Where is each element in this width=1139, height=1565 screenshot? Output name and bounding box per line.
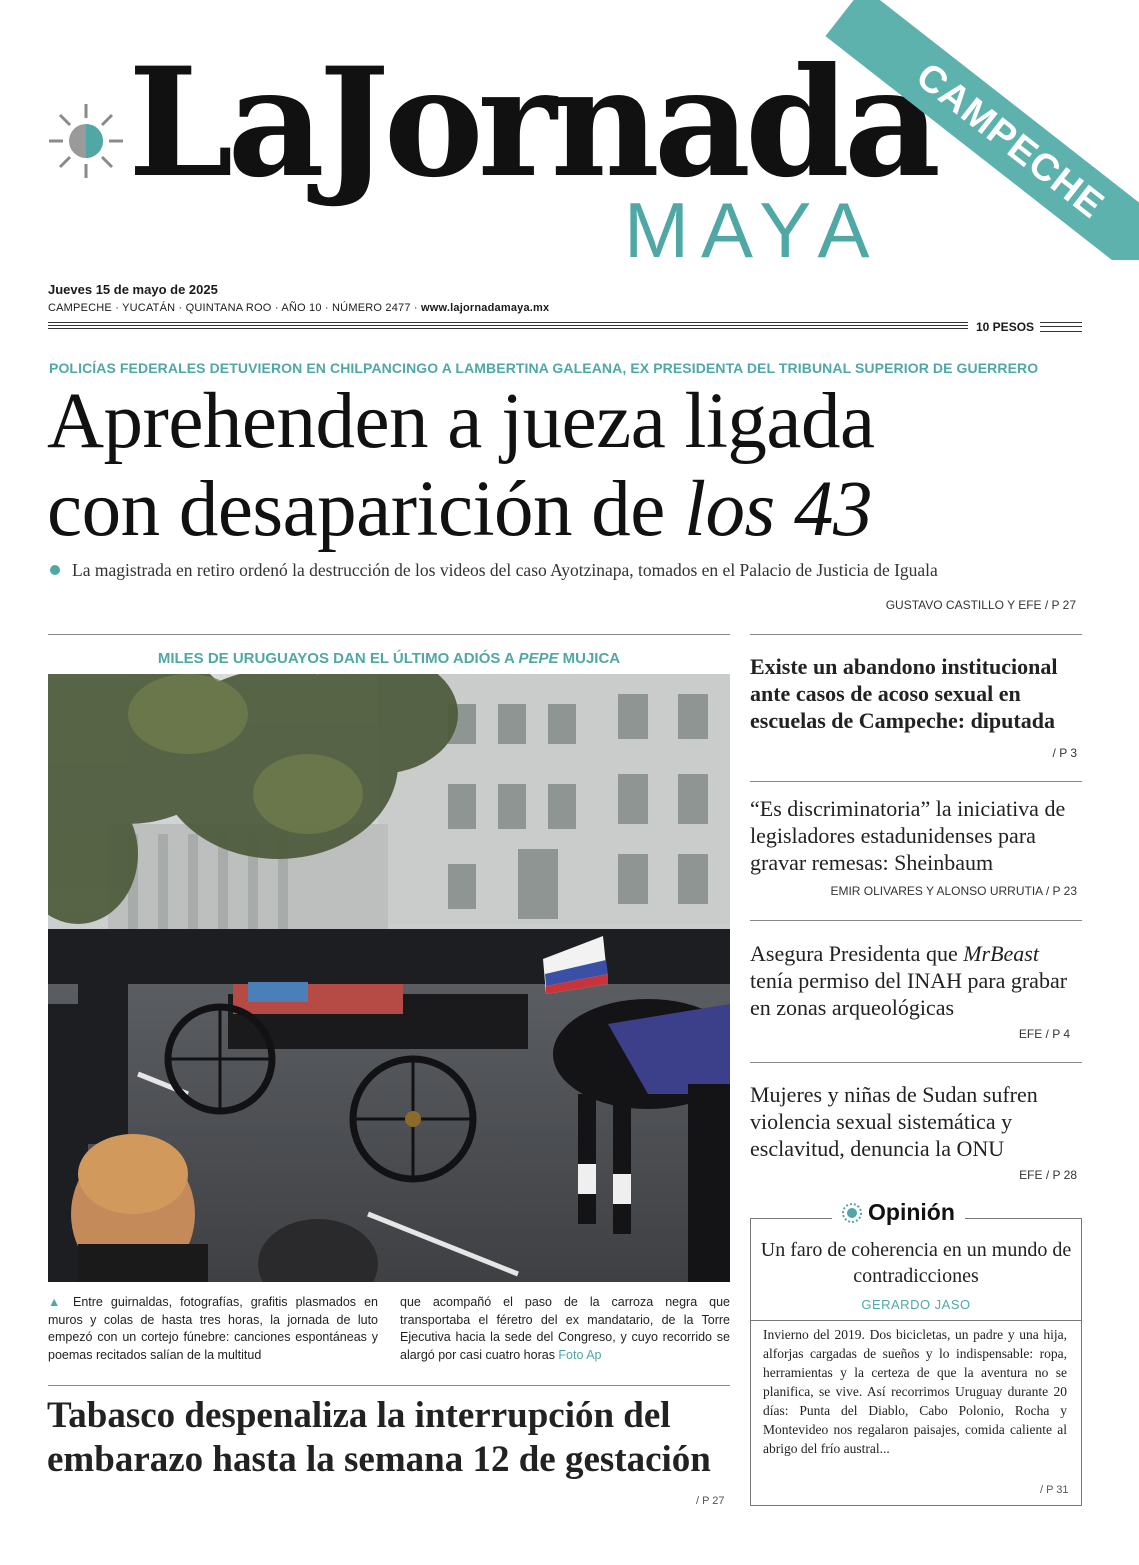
bottom-page-ref: / P 27 bbox=[696, 1495, 725, 1507]
opinion-header bbox=[832, 1199, 965, 1226]
logo-sun-icon bbox=[45, 100, 127, 182]
opinion-rule bbox=[750, 1320, 1082, 1321]
sidebar-story1-title[interactable]: Existe un abandono institucional ante casos de acoso sexual en escuelas de Campeche: diputada bbox=[750, 654, 1058, 733]
masthead-title: LaJornada bbox=[128, 35, 936, 211]
sidebar-rule-1 bbox=[750, 781, 1082, 782]
sidebar-story4-ref: / P 28 bbox=[1042, 1168, 1077, 1182]
sidebar-story3-title-c: tenía permiso del INAH para grabar en zonas arqueológicas bbox=[750, 968, 1068, 1020]
sidebar-top-rule bbox=[750, 634, 1082, 635]
opinion-page-ref: / P 31 bbox=[1040, 1484, 1069, 1496]
edition-ribbon-label: CAMPECHE bbox=[908, 54, 1113, 227]
opinion-body: Invierno del 2019. Dos bicicletas, un padre y una hija, alforjas cargadas de sueños y lo indispensable: ropa, herramientas y la certeza de que la aventura no se planifica, se vive. Así recorrimos Uruguay durante 20 días: Punta del Diablo, Cabo Polonio, Rocha y Montevideo nos regalaron paisajes, comida caliente al abrigo del frío austral... bbox=[763, 1327, 1067, 1456]
issue-meta-line: CAMPECHE · YUCATÁN · QUINTANA ROO · AÑO 10 · NÚMERO 2477 · bbox=[48, 302, 422, 314]
sidebar-story3-ref: / P 4 bbox=[1042, 1027, 1070, 1041]
bottom-headline[interactable]: Tabasco despenaliza la interrupción del embarazo hasta la semana 12 de gestación bbox=[47, 1395, 711, 1480]
caption-triangle-icon: ▲ bbox=[48, 1295, 73, 1309]
sidebar-story2-author: EMIR OLIVARES Y ALONSO URRUTIA bbox=[830, 884, 1043, 898]
sidebar-story3-title-a: Asegura Presidenta que bbox=[750, 941, 964, 966]
bottom-story-rule bbox=[48, 1385, 730, 1386]
sidebar-rule-3 bbox=[750, 1062, 1082, 1063]
issue-price: 10 PESOS bbox=[976, 320, 1035, 334]
photo-top-rule bbox=[48, 634, 730, 635]
sidebar-story1-ref: / P 3 bbox=[1052, 746, 1077, 760]
opinion-header-label: Opinión bbox=[868, 1199, 955, 1225]
sidebar-story3-title-b: MrBeast bbox=[963, 941, 1039, 966]
lead-headline-line2 bbox=[47, 466, 875, 554]
lead-headline[interactable] bbox=[47, 378, 875, 554]
price-rule bbox=[1040, 322, 1082, 332]
sidebar-story3-author: EFE bbox=[1018, 1027, 1043, 1041]
photo-caption-right bbox=[400, 1294, 730, 1364]
lead-headline-line2-b: los 43 bbox=[684, 466, 873, 553]
issue-date: Jueves 15 de mayo de 2025 bbox=[48, 282, 218, 297]
sidebar-rule-2 bbox=[750, 920, 1082, 921]
issue-meta bbox=[48, 302, 549, 314]
lead-dek: La magistrada en retiro ordenó la destrucción de los videos del caso Ayotzinapa, tomados en el Palacio de Justicia de Iguala bbox=[72, 560, 938, 580]
photo-kicker-a: MILES DE URUGUAYOS DAN EL ÚLTIMO ADIÓS A bbox=[157, 650, 519, 667]
photo-kicker bbox=[48, 650, 730, 667]
funeral-procession-photo[interactable] bbox=[48, 674, 730, 1282]
sidebar-story4-byline bbox=[750, 1168, 1077, 1182]
sidebar-story4-title[interactable]: Mujeres y niñas de Sudan sufren violencia sexual sistemática y esclavitud, denuncia la ONU bbox=[750, 1082, 1038, 1161]
sidebar-story2-ref: / P 23 bbox=[1042, 884, 1077, 898]
lead-headline-line1: Aprehenden a jueza ligada bbox=[47, 378, 875, 465]
sidebar-story2-byline bbox=[750, 884, 1077, 898]
masthead-subtitle: MAYA bbox=[624, 186, 882, 274]
lead-kicker: POLICÍAS FEDERALES DETUVIERON EN CHILPANCINGO A LAMBERTINA GALEANA, EX PRESIDENTA DEL TRIBUNAL SUPERIOR DE GUERRERO bbox=[49, 360, 1039, 376]
photo-caption-left bbox=[48, 1294, 378, 1364]
photo-kicker-b: PEPE bbox=[518, 650, 559, 667]
photo-kicker-c: MUJICA bbox=[558, 650, 621, 667]
lead-headline-line2-a: con desaparición de bbox=[47, 466, 685, 553]
masthead-rule bbox=[48, 322, 968, 329]
sidebar-story4-author: EFE bbox=[1019, 1168, 1043, 1182]
photo-caption-left-text: Entre guirnaldas, fotografías, grafitis plasmados en muros y colas de hasta tres horas, la jornada de luto empezó con un cortejo fúnebre: canciones espontáneas y poemas recitados salían de la multitud bbox=[48, 1295, 378, 1362]
photo-credit: Foto Ap bbox=[558, 1347, 602, 1362]
photo-caption-right-text: que acompañó el paso de la carroza negra que transportaba el féretro del ex mandatario, de la Torre Ejecutiva hacia la sede del Congreso, y cuyo recorrido se alargó por casi cuatro horas bbox=[400, 1295, 730, 1362]
dek-bullet-icon bbox=[50, 565, 60, 575]
lead-byline: GUSTAVO CASTILLO Y EFE / P 27 bbox=[885, 598, 1076, 612]
sidebar-story2-title[interactable]: “Es discriminatoria” la iniciativa de legisladores estadunidenses para gravar remesas: Sheinbaum bbox=[750, 796, 1066, 875]
sidebar-story3-byline bbox=[750, 1027, 1070, 1041]
website-link[interactable]: www.lajornadamaya.mx bbox=[421, 302, 550, 314]
opinion-title[interactable]: Un faro de coherencia en un mundo de contradicciones bbox=[760, 1239, 1072, 1287]
opinion-sun-icon bbox=[842, 1203, 862, 1223]
opinion-author: GERARDO JASO bbox=[861, 1297, 971, 1312]
sidebar-story3-title[interactable] bbox=[750, 940, 1085, 1021]
edition-ribbon bbox=[820, 0, 1139, 260]
